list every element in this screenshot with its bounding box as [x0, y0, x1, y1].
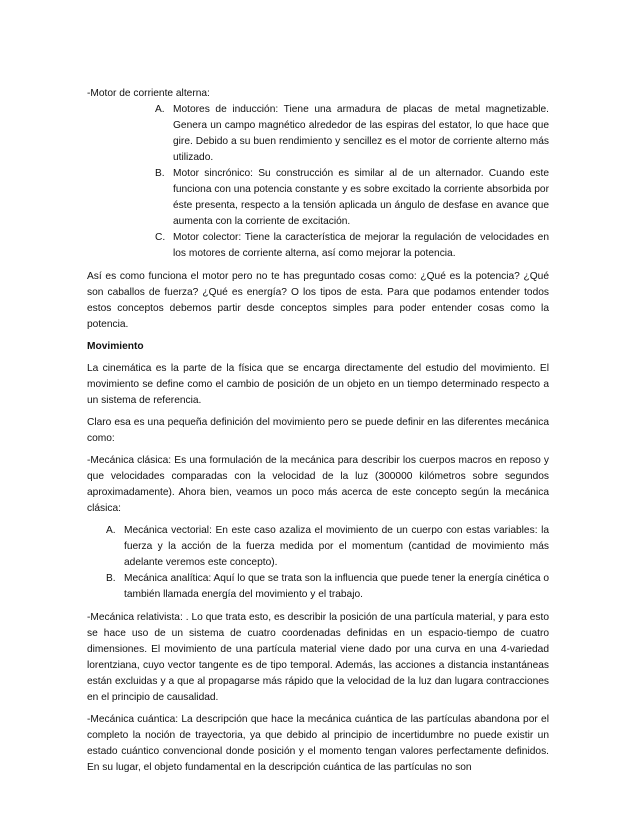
list-item-text: Motor sincrónico: Su construcción es similar al de un alternador. Cuando este funciona con una potencia constante y es sobre excitado la corriente absorbida por éste presenta, respecto a la tensión aplicada un ángulo de desfase en avance que aumenta con la corriente de excitación.: [173, 168, 549, 227]
list-item-text: Mecánica analítica: Aquí lo que se trata son la influencia que puede tener la energía cinética o también llamada energía del movimiento y el trabajo.: [124, 573, 549, 600]
list-item: [155, 102, 549, 166]
list-item: [106, 571, 549, 603]
list-marker: A.: [106, 525, 116, 536]
list-item: [155, 166, 549, 230]
list-item: [155, 230, 549, 262]
list-item-text: Mecánica vectorial: En este caso azaliza el movimiento de un cuerpo con estas variables: la fuerza y la acción de la fuerza medida por el momentum (cantidad de movimiento más adelante veremos este concepto).: [124, 525, 549, 568]
paragraph-potencia: Así es como funciona el motor pero no te has preguntado cosas como: ¿Qué es la potencia? ¿Qué son caballos de fuerza? ¿Qué es energía? O los tipos de esta. Para que podamos entender todos estos conceptos debemos partir desde conceptos simples para poder entender cosas como la potencia.: [87, 271, 549, 330]
paragraph-mecanica-relativista: -Mecánica relativista: . Lo que trata esto, es describir la posición de una partícula material, y para esto se hace uso de un sistema de cuatro coordenadas definidas en un espacio-tiempo de cuatro dimensiones. El movimiento de una partícula material viene dado por una curva en una 4-variedad lorentziana, cuyo vector tangente es de tipo temporal. Además, las acciones a distancia instantáneas están excluidas y a que al propagarse más rápido que la velocidad de la luz dan lugara contracciones en el principio de causalidad.: [87, 612, 549, 703]
paragraph-definicion: Claro esa es una pequeña definición del movimiento pero se puede definir en las diferentes mecánica como:: [87, 417, 549, 444]
mecanica-clasica-list: [87, 523, 549, 603]
ac-motor-types-list: [87, 102, 549, 262]
list-marker: B.: [106, 573, 116, 584]
document-body: [87, 86, 549, 782]
ac-motor-intro: -Motor de corriente alterna:: [87, 88, 210, 99]
paragraph-cinematica: La cinemática es la parte de la física que se encarga directamente del estudio del movimiento. El movimiento se define como el cambio de posición de un objeto en un tiempo determinado respecto a un sistema de referencia.: [87, 363, 549, 406]
list-item-text: Motor colector: Tiene la característica de mejorar la regulación de velocidades en los motores de corriente alterna, así como mejorar la potencia.: [173, 232, 549, 259]
section-heading-movimiento: Movimiento: [87, 341, 144, 352]
list-marker: C.: [155, 232, 166, 243]
paragraph-mecanica-clasica: -Mecánica clásica: Es una formulación de la mecánica para describir los cuerpos macros en reposo y que velocidades comparadas con la velocidad de la luz (300000 kilómetros sobre segundos aproximadamente). Ahora bien, veamos un poco más acerca de este concepto según la mecánica clásica:: [87, 455, 549, 514]
paragraph-mecanica-cuantica: -Mecánica cuántica: La descripción que hace la mecánica cuántica de las partículas abandona por el completo la noción de trayectoria, ya que debido al principio de incertidumbre no puede existir un estado cuántico convencional donde posición y el momento tengan valores perfectamente definidos. En su lugar, el objeto fundamental en la descripción cuántica de las partículas no son: [87, 714, 549, 773]
list-item-text: Motores de inducción: Tiene una armadura de placas de metal magnetizable. Genera un campo magnético alrededor de las espiras del estator, lo que hace que gire. Debido a su buen rendimiento y sencillez es el motor de corriente alterno más utilizado.: [173, 104, 549, 163]
list-marker: B.: [155, 168, 165, 179]
list-item: [106, 523, 549, 571]
list-marker: A.: [155, 104, 165, 115]
